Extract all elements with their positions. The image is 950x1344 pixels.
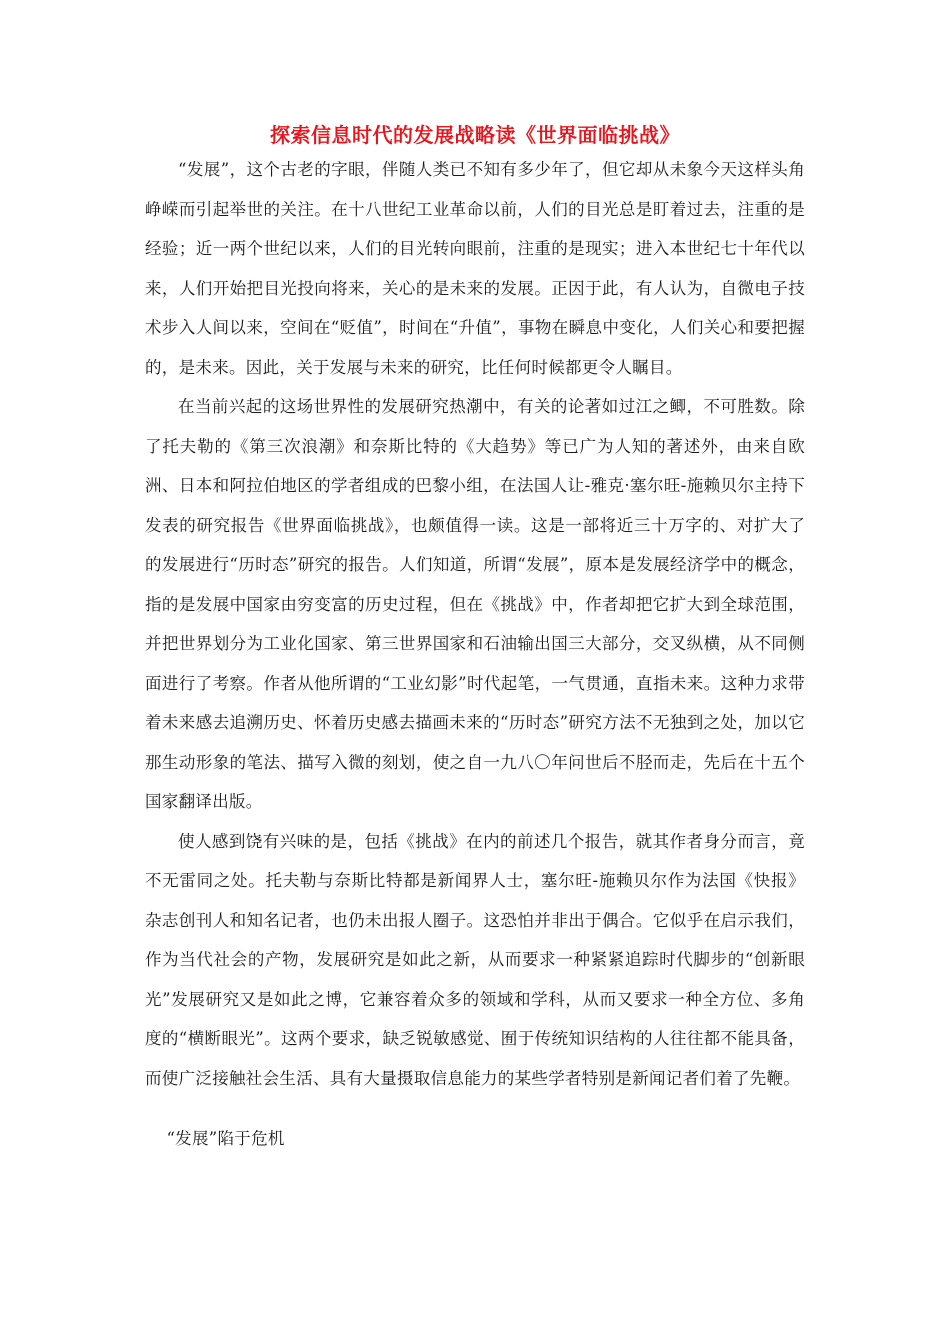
section-heading: “发展”陷于危机 xyxy=(166,1129,285,1148)
paragraph-2: 在当前兴起的这场世界性的发展研究热潮中，有关的论著如过江之鲫，不可胜数。除了托夫勒的《第三次浪潮》和奈斯比特的《大趋势》等已广为人知的著述外，由来自欧洲、日本和阿拉伯地区的学者组成的巴黎小组，在法国人让-雅克·塞尔旺-施赖贝尔主持下发表的研究报告《世界面临挑战》，也颇值得一读。这是一部将近三十万字的、对扩大了的发展进行“历时态”研究的报告。人们知道，所谓“发展”，原本是发展经济学中的概念，指的是发展中国家由穷变富的历史过程，但在《挑战》中，作者却把它扩大到全球范围，并把世界划分为工业化国家、第三世界国家和石油输出国三大部分，交叉纵横，从不同侧面进行了考察。作者从他所谓的“工业幻影”时代起笔，一气贯通，直指未来。这种力求带着未来感去追溯历史、怀着历史感去描画未来的“历时态”研究方法不无独到之处，加以它那生动形象的笔法、描写入微的刻划，使之自一九八〇年问世后不胫而走，先后在十五个国家翻译出版。 xyxy=(145,397,805,811)
document-title: 探索信息时代的发展战略读《世界面临挑战》 xyxy=(270,123,680,147)
paragraph-3: 使人感到饶有兴味的是，包括《挑战》在内的前述几个报告，就其作者身分而言，竟不无雷同之处。托夫勒与奈斯比特都是新闻界人士，塞尔旺-施赖贝尔作为法国《快报》杂志创刊人和知名记者，也仍未出报人圈子。这恐怕并非出于偶合。它似乎在启示我们，作为当代社会的产物，发展研究是如此之新，从而要求一种紧紧追踪时代脚步的“创新眼光”发展研究又是如此之博，它兼容着众多的领域和学科，从而又要求一种全方位、多角度的“横断眼光”。这两个要求，缺乏锐敏感觉、囿于传统知识结构的人往往都不能具备，而使广泛接触社会生活、具有大量摄取信息能力的某些学者特别是新闻记者们着了先鞭。 xyxy=(145,831,805,1088)
document-body xyxy=(145,150,805,1154)
paragraph-1: “发展”，这个古老的字眼，伴随人类已不知有多少年了，但它却从未象今天这样头角峥嵘而引起举世的关注。在十八世纪工业革命以前，人们的目光总是盯着过去，注重的是经验；近一两个世纪以来，人们的目光转向眼前，注重的是现实；进入本世纪七十年代以来，人们开始把目光投向将来，关心的是未来的发展。正因于此，有人认为，自微电子技术步入人间以来，空间在“贬值”，时间在“升值”，事物在瞬息中变化，人们关心和要把握的，是未来。因此，关于发展与未来的研究，比任何时候都更令人瞩目。 xyxy=(145,160,805,377)
